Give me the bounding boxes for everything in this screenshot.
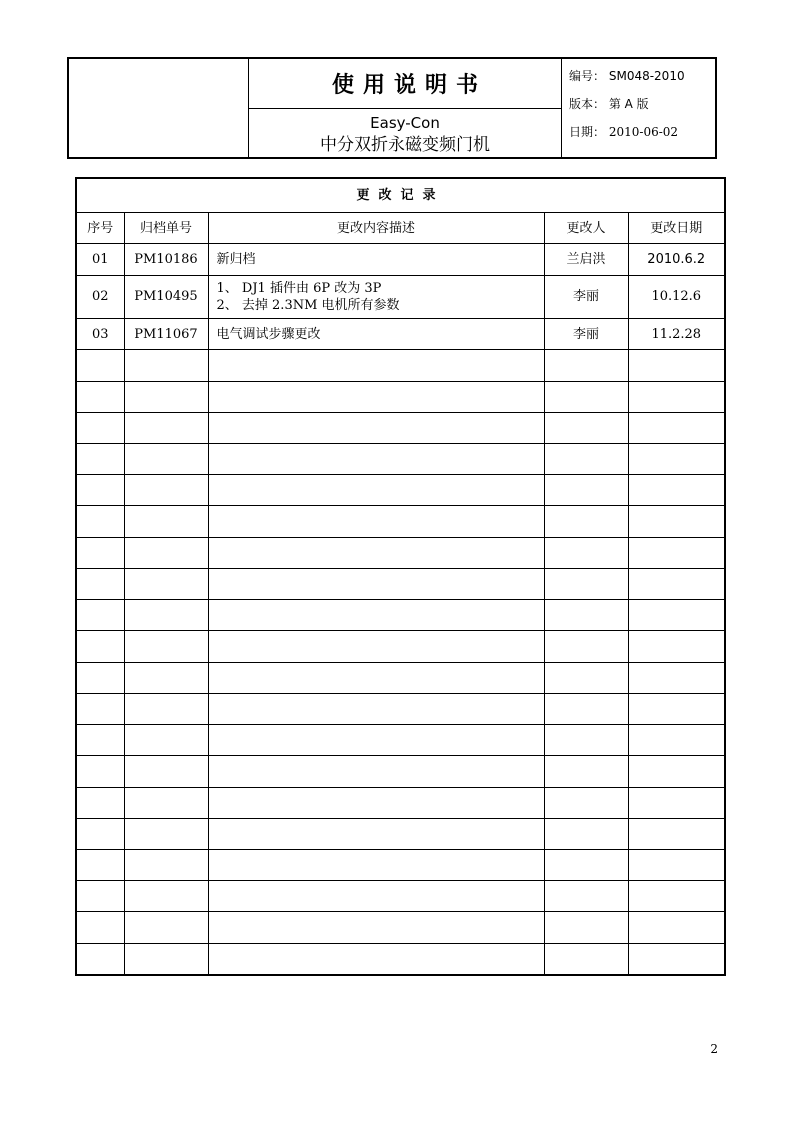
title-cell (249, 59, 562, 157)
empty-cell (628, 912, 724, 943)
page-number: 2 (710, 1042, 718, 1056)
table-row-empty (77, 912, 724, 943)
meta-version (569, 95, 715, 123)
date-label: 日期： (569, 125, 606, 139)
empty-cell (628, 881, 724, 912)
column-header-archive: 归档单号 (124, 213, 208, 244)
empty-cell (208, 943, 544, 974)
table-row-empty (77, 412, 724, 443)
cell-changed-by: 兰启洪 (544, 244, 628, 275)
empty-cell (544, 662, 628, 693)
column-header-description: 更改内容描述 (208, 213, 544, 244)
change-log-header-row (77, 213, 724, 244)
empty-cell (544, 412, 628, 443)
empty-cell (628, 943, 724, 974)
empty-cell (544, 756, 628, 787)
document-title: 使用说明书 (249, 59, 561, 109)
empty-cell (208, 756, 544, 787)
empty-cell (124, 818, 208, 849)
cell-date: 11.2.28 (628, 319, 724, 350)
empty-cell (77, 568, 124, 599)
table-row-empty (77, 443, 724, 474)
empty-cell (628, 631, 724, 662)
change-log-title-row (77, 179, 724, 213)
cell-no: 03 (77, 319, 124, 350)
empty-cell (628, 443, 724, 474)
empty-cell (208, 818, 544, 849)
table-row-empty (77, 631, 724, 662)
empty-cell (124, 725, 208, 756)
cell-date: 10.12.6 (628, 275, 724, 318)
product-block (249, 113, 561, 157)
empty-cell (208, 850, 544, 881)
empty-cell (628, 350, 724, 381)
table-row-empty (77, 537, 724, 568)
empty-cell (77, 725, 124, 756)
empty-cell (544, 600, 628, 631)
cell-archive: PM10186 (124, 244, 208, 275)
empty-cell (628, 600, 724, 631)
empty-cell (124, 912, 208, 943)
cell-description (208, 275, 544, 318)
table-row-empty (77, 350, 724, 381)
empty-cell (77, 537, 124, 568)
empty-cell (628, 506, 724, 537)
empty-cell (628, 725, 724, 756)
table-row-empty (77, 568, 724, 599)
empty-cell (208, 537, 544, 568)
empty-cell (124, 850, 208, 881)
empty-cell (628, 850, 724, 881)
empty-cell (77, 412, 124, 443)
empty-cell (124, 881, 208, 912)
table-row (77, 244, 724, 275)
cell-archive: PM10495 (124, 275, 208, 318)
empty-cell (628, 537, 724, 568)
empty-cell (124, 381, 208, 412)
empty-cell (77, 631, 124, 662)
empty-cell (77, 912, 124, 943)
empty-cell (628, 475, 724, 506)
empty-cell (208, 881, 544, 912)
empty-cell (124, 350, 208, 381)
empty-cell (628, 662, 724, 693)
table-row-empty (77, 943, 724, 974)
code-label: 编号： (569, 69, 606, 83)
empty-cell (77, 443, 124, 474)
empty-cell (628, 381, 724, 412)
table-row (77, 275, 724, 318)
code-value: SM048-2010 (608, 69, 685, 83)
document-meta (562, 59, 715, 157)
column-header-date: 更改日期 (628, 213, 724, 244)
table-row-empty (77, 662, 724, 693)
empty-cell (77, 600, 124, 631)
empty-cell (77, 850, 124, 881)
table-row-empty (77, 381, 724, 412)
empty-cell (628, 787, 724, 818)
empty-cell (628, 756, 724, 787)
empty-cell (77, 662, 124, 693)
empty-cell (77, 506, 124, 537)
empty-cell (124, 600, 208, 631)
table-row-empty (77, 756, 724, 787)
cell-changed-by: 李丽 (544, 275, 628, 318)
empty-cell (208, 443, 544, 474)
table-row-empty (77, 475, 724, 506)
table-row-empty (77, 725, 724, 756)
change-log-table (75, 177, 726, 976)
empty-cell (628, 693, 724, 724)
version-value: 第 A 版 (608, 97, 649, 111)
empty-cell (544, 537, 628, 568)
empty-cell (544, 506, 628, 537)
empty-cell (124, 412, 208, 443)
empty-cell (124, 756, 208, 787)
empty-cell (544, 350, 628, 381)
cell-description (208, 319, 544, 350)
meta-date (569, 123, 715, 151)
document-header (67, 57, 717, 159)
empty-cell (208, 662, 544, 693)
empty-cell (208, 631, 544, 662)
empty-cell (77, 881, 124, 912)
description-line: 电气调试步骤更改 (216, 326, 321, 342)
table-row-empty (77, 850, 724, 881)
empty-cell (544, 850, 628, 881)
empty-cell (77, 787, 124, 818)
cell-no: 01 (77, 244, 124, 275)
empty-cell (544, 568, 628, 599)
brand-name: Easy-Con (370, 114, 440, 132)
empty-cell (124, 506, 208, 537)
cell-description (208, 244, 544, 275)
empty-cell (544, 475, 628, 506)
empty-cell (628, 412, 724, 443)
empty-cell (77, 350, 124, 381)
empty-cell (544, 787, 628, 818)
empty-cell (544, 943, 628, 974)
empty-cell (544, 818, 628, 849)
logo-cell (69, 59, 249, 157)
empty-cell (544, 631, 628, 662)
change-log-title: 更改记录 (77, 179, 724, 213)
empty-cell (124, 631, 208, 662)
table-row-empty (77, 818, 724, 849)
product-name: 中分双折永磁变频门机 (320, 135, 490, 155)
column-header-changed-by: 更改人 (544, 213, 628, 244)
empty-cell (208, 912, 544, 943)
empty-cell (124, 787, 208, 818)
empty-cell (208, 693, 544, 724)
empty-cell (124, 943, 208, 974)
date-value: 2010-06-02 (608, 125, 679, 139)
empty-cell (208, 568, 544, 599)
empty-cell (124, 475, 208, 506)
empty-cell (124, 662, 208, 693)
empty-cell (208, 506, 544, 537)
table-row-empty (77, 506, 724, 537)
cell-no: 02 (77, 275, 124, 318)
cell-date: 2010.6.2 (628, 244, 724, 275)
empty-cell (124, 537, 208, 568)
empty-cell (124, 443, 208, 474)
empty-cell (544, 881, 628, 912)
version-label: 版本： (569, 97, 606, 111)
empty-cell (77, 756, 124, 787)
meta-code (569, 67, 715, 95)
table-row-empty (77, 693, 724, 724)
empty-cell (544, 693, 628, 724)
empty-cell (208, 412, 544, 443)
empty-cell (208, 475, 544, 506)
empty-cell (628, 818, 724, 849)
empty-cell (77, 818, 124, 849)
empty-cell (208, 381, 544, 412)
empty-cell (208, 350, 544, 381)
table-row-empty (77, 881, 724, 912)
empty-cell (77, 381, 124, 412)
table-row-empty (77, 600, 724, 631)
empty-cell (124, 693, 208, 724)
empty-cell (544, 381, 628, 412)
empty-cell (628, 568, 724, 599)
empty-cell (124, 568, 208, 599)
column-header-no: 序号 (77, 213, 124, 244)
empty-cell (77, 693, 124, 724)
cell-archive: PM11067 (124, 319, 208, 350)
description-line: 新归档 (216, 252, 256, 268)
empty-cell (544, 443, 628, 474)
empty-cell (544, 725, 628, 756)
description-line: 1、 DJ1 插件由 6P 改为 3P (216, 280, 382, 296)
table-row-empty (77, 787, 724, 818)
empty-cell (208, 600, 544, 631)
empty-cell (208, 787, 544, 818)
empty-cell (77, 475, 124, 506)
cell-changed-by: 李丽 (544, 319, 628, 350)
empty-cell (77, 943, 124, 974)
table-row (77, 319, 724, 350)
empty-cell (208, 725, 544, 756)
empty-cell (544, 912, 628, 943)
description-line: 2、 去掉 2.3NM 电机所有参数 (216, 297, 400, 313)
